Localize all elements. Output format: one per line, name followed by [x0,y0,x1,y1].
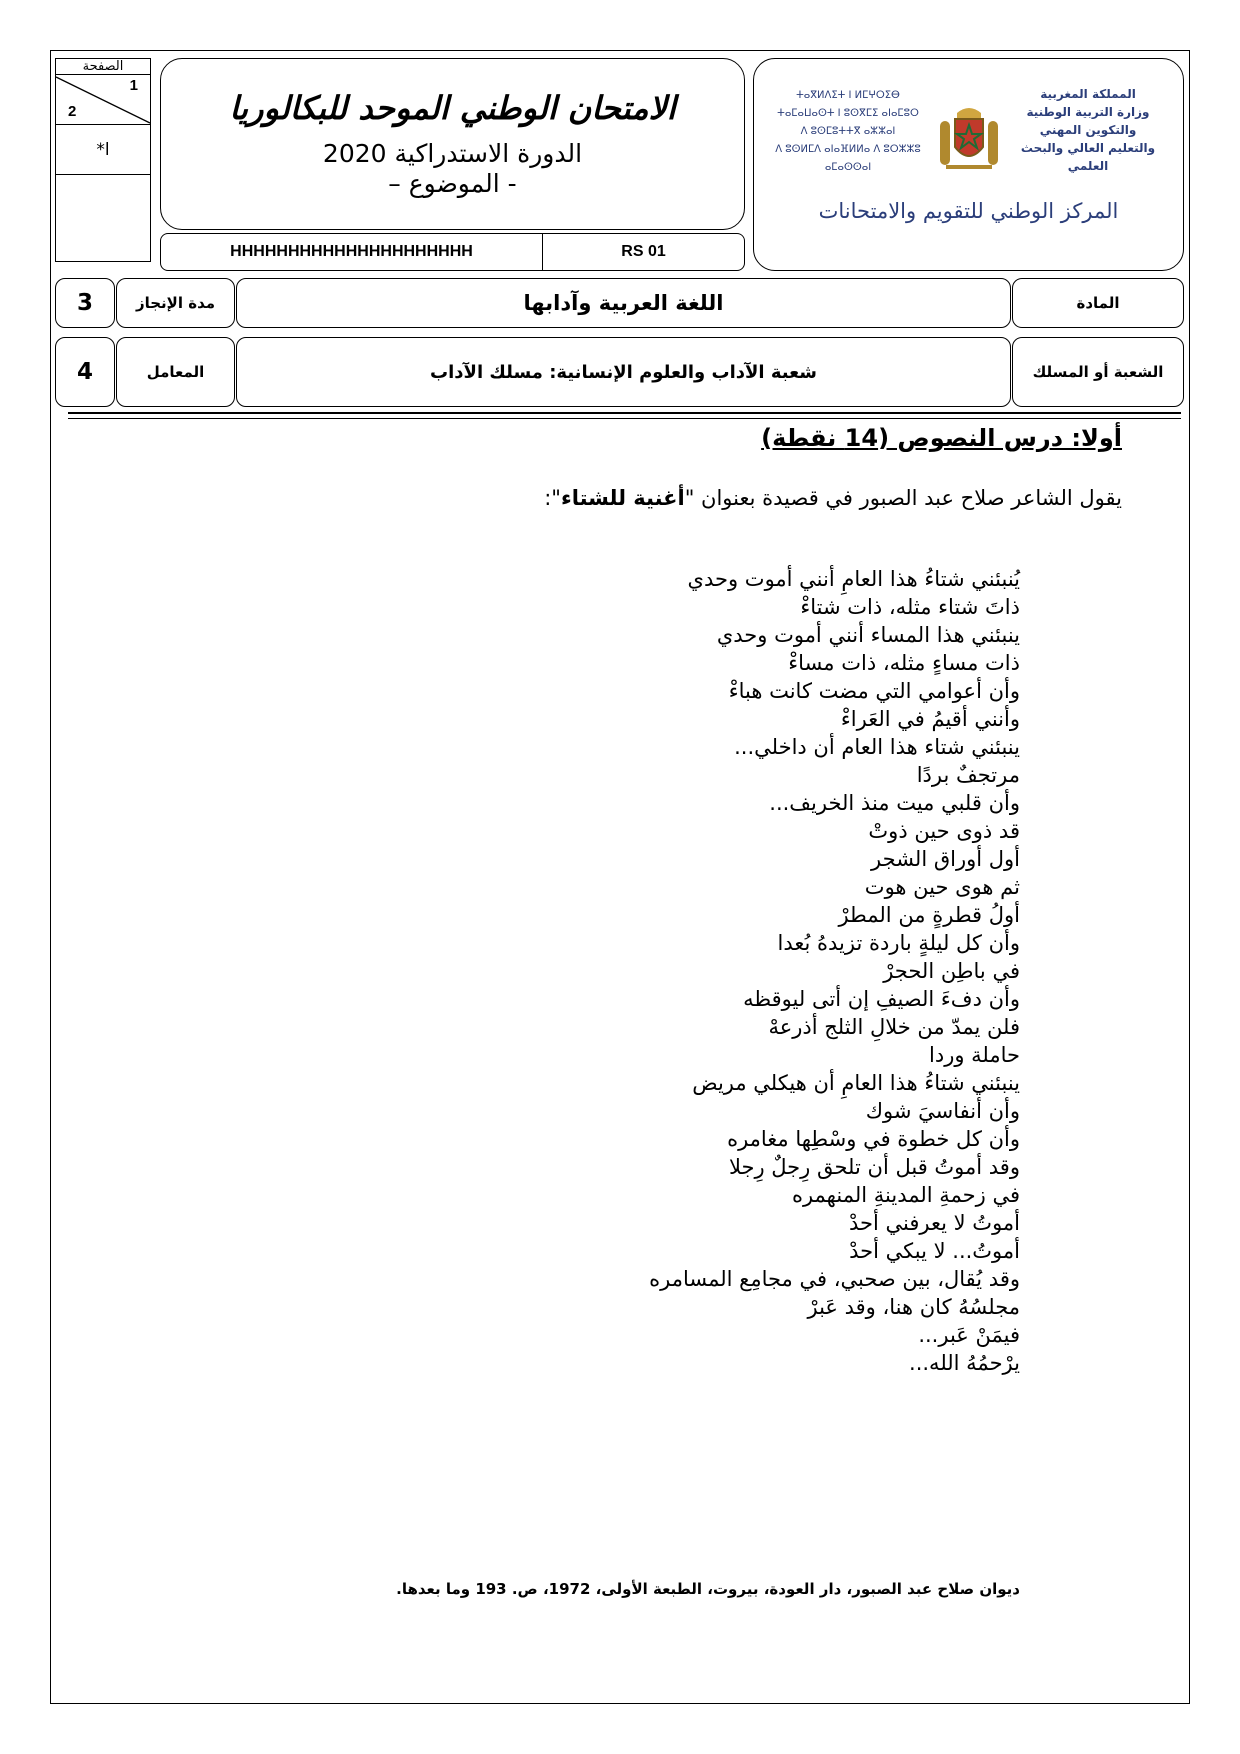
page-current: 1 [129,77,138,94]
poem-line: في باطِن الحجرْ [883,959,1020,983]
poem-line: ذاتَ شتاء مثله، ذات شتاءْ [800,595,1020,619]
page-total: 2 [68,103,77,120]
section-heading: أولا: درس النصوص (14 نقطة) [761,424,1122,452]
candidate-code: HHHHHHHHHHHHHHHHHHHHH [160,233,543,271]
amazigh-line: ⴷ ⵓⵙⵍⵎⴷ ⴰⵏⴰⴼⵍⵍⴰ ⴷ ⵓⵔⵣⵣⵓ ⴰⵎⴰⵙⵙⴰⵏ [775,144,921,173]
coefficient-value: 4 [55,337,115,407]
duration-label: مدة الإنجاز [116,278,235,328]
poem-line: وأن دفءَ الصيفِ إن أتى ليوقظه [743,987,1020,1011]
header-separator [68,412,1181,414]
page-fraction [56,75,150,125]
poem-line: وأن كل ليلةٍ باردة تزيدهُ بُعدا [777,931,1020,955]
poem-line: وأن كل خطوة في وسْطِها مغامره [727,1127,1020,1151]
poem-line: قد ذوى حين ذوتْ [868,819,1020,843]
amazigh-line: ⵜⴰⴳⵍⴷⵉⵜ ⵏ ⵍⵎⵖⵔⵉⴱ [796,90,900,101]
poem-line: أموتُ لا يعرفني أحدْ [849,1211,1020,1235]
poem-line: وأنني أقيمُ في العَراءْ [840,707,1020,731]
amazigh-line: ⵜⴰⵎⴰⵡⴰⵙⵜ ⵏ ⵓⵙⴳⵎⵉ ⴰⵏⴰⵎⵓⵔ [777,108,919,119]
poem-title: أغنية للشتاء [560,486,685,510]
poem-line: أولُ قطرةٍ من المطرْ [838,903,1020,927]
assessment-center-name: المركز الوطني للتقويم والامتحانات [818,199,1119,223]
poem-line: يرْحمُهُ الله... [909,1351,1020,1375]
poem-line: ذات مساءٍ مثله، ذات مساءْ [788,651,1020,675]
poem-line: فلن يمدّ من خلالِ الثلج أذرعهْ [768,1015,1020,1039]
exam-title: الامتحان الوطني الموحد للبكالوريا [229,89,676,127]
poem-line: يُنبئني شتاءُ هذا العامِ أنني أموت وحدي [687,567,1020,591]
poem-line: مرتجفٌ بردًا [916,763,1020,787]
poem-intro [544,486,1122,510]
poem-line: أول أوراق الشجر [871,847,1020,871]
branch-name: شعبة الآداب والعلوم الإنسانية: مسلك الآداب [236,337,1011,407]
duration-value: 3 [55,278,115,328]
ministry-line: وزارة التربية الوطنية [1026,105,1150,119]
poem-line: ثم هوى حين هوت [864,875,1020,899]
poem-intro-end: ": [544,486,561,510]
poem-line: أموتُ... لا يبكي أحدْ [849,1239,1020,1263]
poem-line: وأن أعوامي التي مضت كانت هباءْ [728,679,1020,703]
source-citation: ديوان صلاح عبد الصبور، دار العودة، بيروت، الطبعة الأولى، 1972، ص. 193 وما بعدها. [396,1580,1020,1598]
poem-line: مجلسُهُ كان هنا، وقد عَبرْ [807,1295,1020,1319]
exam-type: - الموضوع – [388,169,517,198]
ministry-line: والتعليم العالي والبحث العلمي [1020,141,1156,173]
poem-line: حاملة وردا [929,1043,1020,1067]
ministry-line: المملكة المغربية [1040,87,1136,101]
ministry-amazigh-block [768,87,928,177]
ministry-header-box [753,58,1184,271]
poem-line: وقد أموتُ قبل أن تلحق رِجلٌ رِجلا [728,1155,1020,1179]
subject-label: المادة [1012,278,1184,328]
page-number-box [55,58,151,262]
morocco-coat-of-arms-icon [936,101,1002,175]
poem-intro-text: يقول الشاعر صلاح عبد الصبور في قصيدة بعنوان " [684,486,1122,510]
poem-body [420,565,1020,1377]
subject-name: اللغة العربية وآدابها [236,278,1011,328]
coefficient-label: المعامل [116,337,235,407]
header-separator-thin [68,418,1181,419]
poem-line: فيمَنْ عَبر... [918,1323,1020,1347]
poem-line: ينبئني شتاءُ هذا العامِ أن هيكلي مريض [692,1071,1020,1095]
exam-session: الدورة الاستدراكية 2020 [322,139,583,168]
ministry-line: والتكوين المهني [1039,123,1137,137]
exam-title-box [160,58,745,230]
poem-line: في زحمةِ المدينةِ المنهمره [791,1183,1020,1207]
branch-label: الشعبة أو المسلك [1012,337,1184,407]
poem-line: وقد يُقال، بين صحبي، في مجامِع المسامره [649,1267,1020,1291]
ministry-arabic-block [1003,85,1173,175]
rs-code: RS 01 [543,233,745,271]
poem-line: ينبئني شتاء هذا العام أن داخلي... [734,735,1020,759]
poem-line: وأن أنفاسيَ شوك [865,1099,1020,1123]
poem-line: وأن قلبي ميت منذ الخريف... [769,791,1020,815]
subject-code: *ا [56,125,150,175]
poem-line: ينبئني هذا المساء أنني أموت وحدي [716,623,1020,647]
page-label: الصفحة [56,59,150,75]
amazigh-line: ⴷ ⵓⵙⵎⵓⵜⵜⴳ ⴰⵣⵣⴰⵏ [800,126,896,137]
